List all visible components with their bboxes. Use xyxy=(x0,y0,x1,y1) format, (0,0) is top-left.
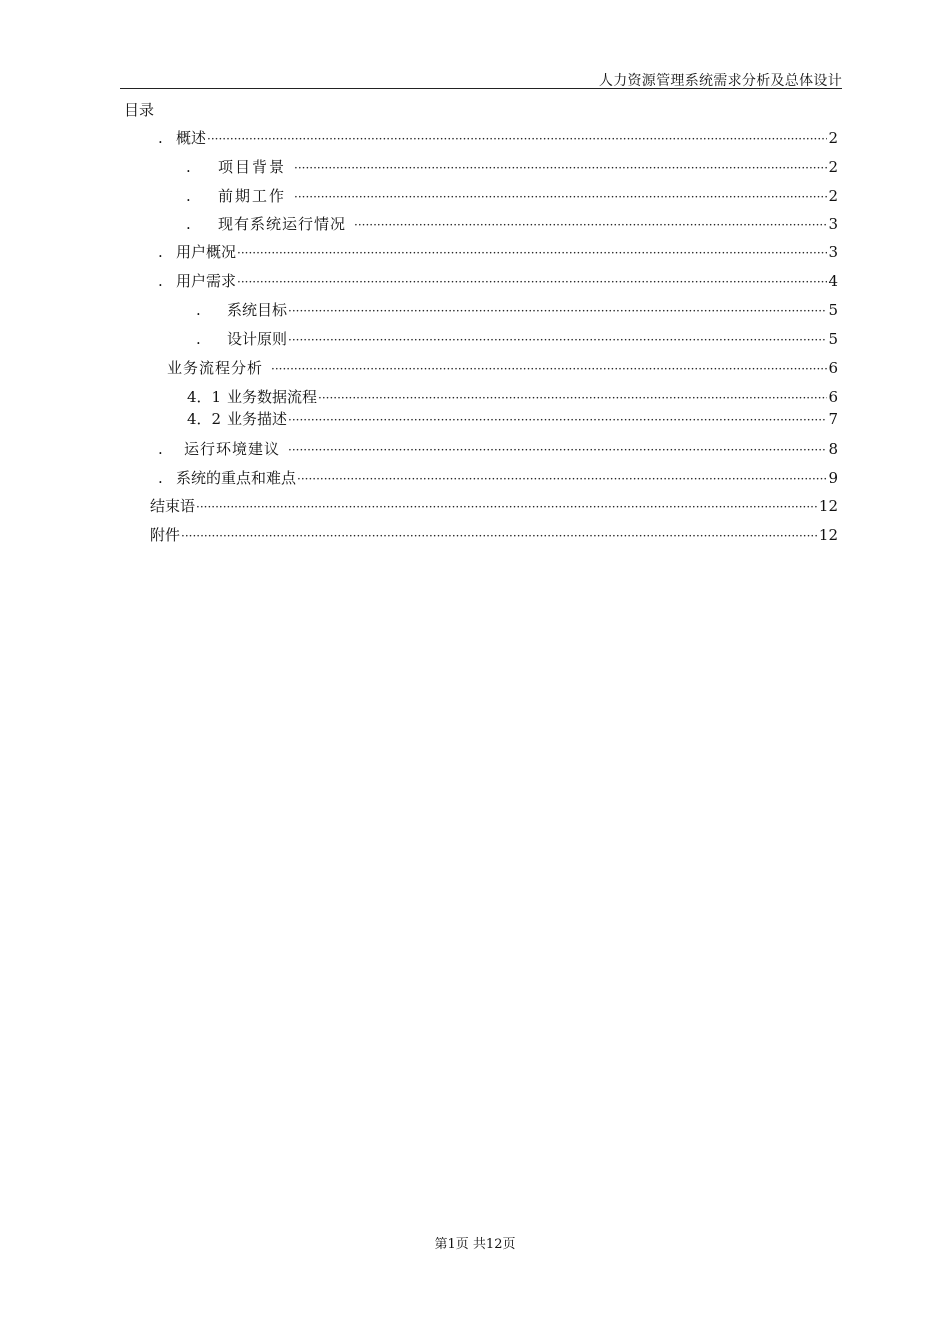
toc-entry-label: 附件 xyxy=(150,526,181,544)
toc-entry-page: 5 xyxy=(828,330,838,348)
toc-entry-label: 设计原则 xyxy=(227,330,288,348)
toc-entry-page: 3 xyxy=(828,215,838,233)
toc-entry-design-principles[interactable] xyxy=(196,328,838,350)
toc-leader-dots xyxy=(237,271,827,293)
toc-entry-page: 2 xyxy=(828,187,838,205)
toc-entry-label: 前期工作 xyxy=(218,187,287,205)
toc-entry-number: . xyxy=(158,272,163,290)
toc-entry-page: 8 xyxy=(828,440,838,458)
toc-entry-user-overview[interactable] xyxy=(158,241,838,263)
toc-entry-label: 结束语 xyxy=(150,497,196,515)
toc-entry-label: 系统的重点和难点 xyxy=(176,469,297,487)
toc-entry-preliminary-work[interactable] xyxy=(186,185,838,207)
toc-entry-label: 业务流程分析 xyxy=(167,359,264,377)
toc-entry-page: 3 xyxy=(828,243,838,261)
toc-entry-attachments[interactable] xyxy=(150,524,838,546)
toc-entry-page: 12 xyxy=(818,526,838,544)
toc-leader-dots xyxy=(294,186,827,208)
running-header: 人力资源管理系统需求分析及总体设计 xyxy=(598,73,842,89)
toc-entry-conclusion[interactable] xyxy=(150,495,838,517)
toc-leader-dots xyxy=(288,300,827,322)
toc-entry-runtime-environment[interactable] xyxy=(158,438,838,460)
toc-entry-number: . xyxy=(196,330,201,348)
toc-entry-number: . xyxy=(158,469,163,487)
toc-entry-label: 用户需求 xyxy=(176,272,237,290)
toc-leader-dots xyxy=(354,214,827,236)
toc-entry-page: 9 xyxy=(828,469,838,487)
toc-entry-system-goals[interactable] xyxy=(196,299,838,321)
toc-entry-business-process[interactable] xyxy=(167,357,838,379)
toc-leader-dots xyxy=(297,468,827,490)
toc-entry-number: 4．2 xyxy=(187,410,222,428)
toc-entry-user-requirements[interactable] xyxy=(158,270,838,292)
toc-leader-dots xyxy=(207,128,827,150)
toc-entry-business-description[interactable] xyxy=(187,408,838,430)
toc-entry-label: 业务数据流程 xyxy=(227,388,318,406)
toc-leader-dots xyxy=(294,157,827,179)
toc-title: 目录 xyxy=(124,101,155,119)
toc-entry-number: . xyxy=(158,129,163,147)
toc-entry-label: 项目背景 xyxy=(218,158,287,176)
toc-entry-project-background[interactable] xyxy=(186,156,838,178)
toc-leader-dots xyxy=(318,387,827,409)
toc-entry-number: . xyxy=(186,187,191,205)
toc-entry-page: 2 xyxy=(828,129,838,147)
toc-entry-label: 运行环境建议 xyxy=(184,440,281,458)
toc-entry-number: 4．1 xyxy=(187,388,222,406)
page-footer: 第1页 共12页 xyxy=(434,1237,516,1252)
toc-entry-business-data-flow[interactable] xyxy=(187,386,838,408)
toc-entry-page: 2 xyxy=(828,158,838,176)
toc-entry-page: 6 xyxy=(828,388,838,406)
toc-leader-dots xyxy=(237,242,827,264)
toc-entry-label: 现有系统运行情况 xyxy=(218,215,347,233)
toc-entry-current-system[interactable] xyxy=(186,213,838,235)
toc-entry-page: 6 xyxy=(828,359,838,377)
toc-entry-label: 系统目标 xyxy=(227,301,288,319)
toc-entry-page: 12 xyxy=(818,497,838,515)
toc-leader-dots xyxy=(196,496,818,518)
toc-entry-page: 4 xyxy=(828,272,838,290)
toc-entry-number: . xyxy=(186,215,191,233)
toc-entry-number: . xyxy=(158,243,163,261)
toc-entry-number: . xyxy=(158,440,163,458)
toc-entry-key-difficulties[interactable] xyxy=(158,467,838,489)
toc-leader-dots xyxy=(181,525,818,547)
toc-entry-page: 7 xyxy=(828,410,838,428)
toc-entry-page: 5 xyxy=(828,301,838,319)
toc-entry-label: 业务描述 xyxy=(227,410,288,428)
toc-entry-label: 用户概况 xyxy=(176,243,237,261)
toc-entry-label: 概述 xyxy=(176,129,207,147)
toc-leader-dots xyxy=(288,439,827,461)
toc-entry-overview[interactable] xyxy=(158,127,838,149)
toc-leader-dots xyxy=(271,358,827,380)
header-divider xyxy=(120,88,842,89)
toc-entry-number: . xyxy=(186,158,191,176)
toc-leader-dots xyxy=(288,409,827,431)
toc-entry-number: . xyxy=(196,301,201,319)
toc-leader-dots xyxy=(288,329,827,351)
